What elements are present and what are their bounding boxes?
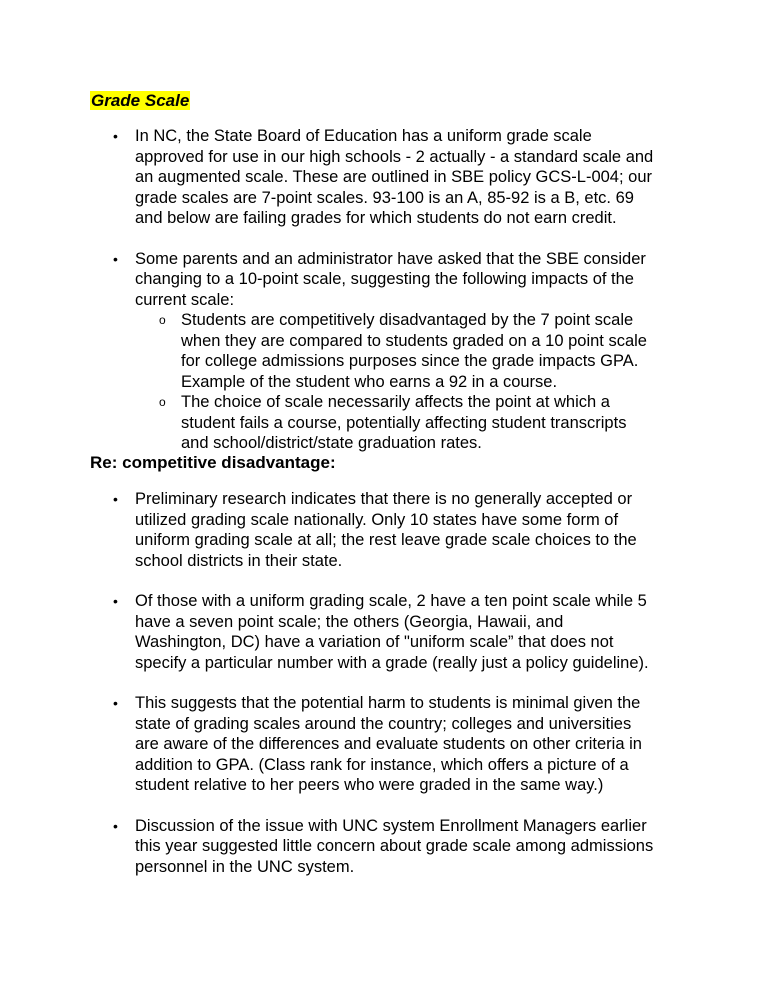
grade-scale-list bbox=[0, 126, 768, 474]
bullet-icon: • bbox=[113, 250, 118, 267]
competitive-disadvantage-heading: Re: competitive disadvantage: bbox=[90, 453, 336, 472]
bullet-icon: • bbox=[113, 593, 118, 609]
bullet-icon: • bbox=[113, 817, 118, 834]
sub-list bbox=[135, 310, 655, 454]
list-item bbox=[0, 489, 655, 571]
grade-scale-heading bbox=[90, 90, 190, 112]
list-item bbox=[0, 126, 655, 229]
bullet-text: Preliminary research indicates that there is no generally accepted or utilized grading scale nationally. Only 10 states have some form of uniform grading scale at all; the rest leave grade scale choices to the school districts in their state. bbox=[135, 490, 637, 570]
list-item bbox=[0, 816, 655, 878]
competitive-disadvantage-list bbox=[0, 489, 768, 897]
circle-bullet-icon: o bbox=[159, 395, 166, 409]
bullet-text: In NC, the State Board of Education has a uniform grade scale approved for use in our high schools - 2 actually - a standard scale and an augmented scale. These are outlined in SBE policy GCS-L-004; our grade scales are 7-point scales. 93-100 is an A, 85-92 is a B, etc. 69 and below are failing grades for which students do not earn credit. bbox=[135, 127, 654, 227]
list-item bbox=[0, 249, 655, 454]
bullet-icon: • bbox=[113, 491, 118, 507]
bullet-text: Of those with a uniform grading scale, 2 have a ten point scale while 5 have a seven point scale; the others (Georgia, Hawaii, and Washington, DC) have a variation of "uniform scale” that does not specify a particular number with a grade (really just a policy guideline). bbox=[135, 592, 649, 672]
sub-item-text: Students are competitively disadvantaged by the 7 point scale when they are compared to students graded on a 10 point scale for college admissions purposes since the grade impacts GPA. Example of the student who earns a 92 in a course. bbox=[181, 311, 647, 391]
bullet-text: This suggests that the potential harm to students is minimal given the state of grading scales around the country; colleges and universities are aware of the differences and evaluate students on other criteria in addition to GPA. (Class rank for instance, which offers a picture of a student relative to her peers who were graded in the same way.) bbox=[135, 694, 642, 794]
bullet-text: Some parents and an administrator have asked that the SBE consider changing to a 10-point scale, suggesting the following impacts of the current scale: bbox=[135, 249, 646, 309]
bullet-icon: • bbox=[113, 695, 118, 711]
sub-list-item bbox=[135, 310, 655, 392]
bullet-text: Discussion of the issue with UNC system Enrollment Managers earlier this year suggested little concern about grade scale among admissions personnel in the UNC system. bbox=[135, 816, 654, 876]
sub-item-text: The choice of scale necessarily affects the point at which a student fails a course, potentially affecting student transcripts and school/district/state graduation rates. bbox=[181, 393, 627, 452]
list-item bbox=[0, 693, 655, 796]
highlighted-heading-text: Grade Scale bbox=[91, 91, 190, 110]
sub-list-item bbox=[135, 392, 655, 454]
circle-bullet-icon: o bbox=[159, 313, 166, 327]
list-item bbox=[0, 591, 655, 673]
bullet-icon: • bbox=[113, 128, 118, 144]
